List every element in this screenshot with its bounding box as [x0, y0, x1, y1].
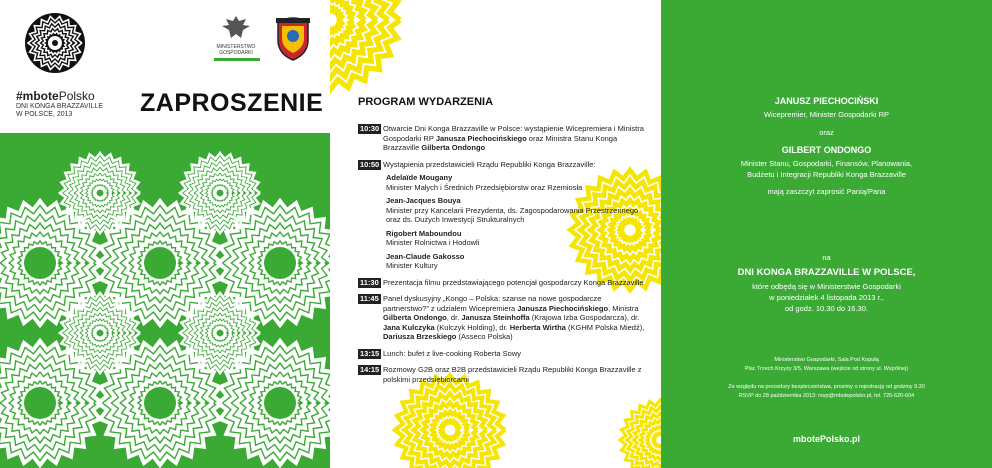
time-badge: 10:30 — [360, 124, 380, 133]
host2-name: GILBERT ONDONGO — [781, 145, 872, 155]
venue-line-2: w poniedziałek 4 listopada 2013 r., — [769, 293, 884, 302]
speaker-role: Minister Kultury — [386, 261, 438, 270]
program-item — [358, 365, 648, 384]
address-line-1: Ministerstwo Gospodarki, Sala Pod Kopułą — [774, 357, 879, 363]
program-item-text: Lunch: bufet z live-cooking Roberta Sowy — [383, 348, 521, 358]
coat-of-arms-icon — [272, 12, 314, 62]
and-text: oraz — [819, 128, 834, 137]
speaker-role: Minister Małych i Średnich Przedsiębiorstw oraz Rzemiosła — [386, 182, 583, 192]
program-item — [358, 160, 648, 271]
security-note: Ze względu na procedury bezpieczeństwa, prosimy o rejestrację od godziny 9.30 — [728, 384, 925, 390]
program-item-text: Prezentacja filmu przedstawiającego potencjał gospodarczy Konga Brazzaville — [383, 277, 644, 287]
venue-line-3: od godz. 10.30 do 16.30. — [785, 304, 868, 313]
mbote-logo-icon — [24, 12, 86, 74]
speaker-role: Minister Rolnictwa i Hodowli — [386, 238, 480, 247]
page-title: ZAPROSZENIE — [140, 89, 324, 117]
program-item — [358, 124, 648, 153]
na-text: na — [822, 253, 831, 262]
program-item-text: Otwarcie Dni Konga Brazzaville w Polsce: wystąpienie Wicepremiera i Ministra Gospodarki RP Janusza Piechocińskiego oraz Ministra Stanu Konga Brazzaville Gilberta Ondongo — [383, 124, 644, 152]
speaker-name: Adelaïde Mougany — [386, 173, 453, 182]
time-badge: 10:50 — [360, 159, 380, 169]
program-item — [358, 349, 648, 359]
invitation-panel — [661, 0, 992, 468]
program-item-text: Wystąpienia przedstawicieli Rządu Republiki Konga Brazzaville: — [383, 159, 596, 169]
website-link[interactable]: mbotePolsko.pl — [792, 434, 860, 444]
time-badge: 14:15 — [360, 365, 380, 374]
ministry-accent-bar — [214, 58, 260, 61]
program-item — [358, 278, 648, 288]
address-line-2: Plac Trzech Krzyży 3/5, Warszawa (wejście od strony ul. Wspólnej) — [744, 366, 909, 372]
host1-name: JANUSZ PIECHOCIŃSKI — [774, 96, 879, 106]
speaker-name: Jean-Claude Gakosso — [386, 251, 465, 261]
time-badge: 11:45 — [360, 294, 379, 303]
speaker — [386, 196, 648, 225]
zigzag-pattern-icon — [0, 133, 330, 468]
host2-role-2: Budżetu i Integracji Republiki Konga Brazzaville — [747, 170, 906, 179]
program-item-text: Panel dyskusyjny „Kongo – Polska: szanse na nowe gospodarcze partnerstwo?” z udziałem Wicepremiera Janusza Piechocińskiego, Ministra Gilberta Ondongo, dr. Janusza Steinhoffa (Krajowa Izba Gospodarcza), dr. Jana Kulczyka (Kulczyk Holding), dr. Herberta Wirtha (KGHM Polska Miedź), Dariusza Brzeskiego (Asseco Polska) — [383, 294, 645, 341]
speaker-role: Minister przy Kancelarii Prezydenta, ds. Zagospodarowania Przestrzennego oraz ds. Dużych Inwestycji Strukturalnych — [386, 205, 639, 224]
host1-role: Wicepremier, Minister Gospodarki RP — [763, 110, 890, 119]
time-badge: 13:15 — [360, 348, 380, 358]
hashtag: #mbotePolsko — [16, 89, 95, 103]
speaker — [386, 252, 648, 271]
program-title: PROGRAM WYDARZENIA — [358, 96, 494, 108]
invite-line: mają zaszczyt zaprosić Panią/Pana — [767, 187, 886, 196]
program-list — [358, 124, 648, 391]
time-badge: 11:30 — [360, 277, 379, 287]
rsvp-note: RSVP do 28 października 2013: rsvp@mbotepolsko.pl, tel. 726-620-604 — [738, 393, 915, 399]
speaker-name: Rigobert Maboundou — [386, 228, 462, 238]
event-subtitle: DNI KONGA BRAZZAVILLE W POLSCE, 2013 — [16, 103, 104, 118]
eagle-emblem-icon — [216, 14, 256, 44]
speaker — [386, 173, 648, 192]
event-name: DNI KONGA BRAZZAVILLE W POLSCE, — [737, 267, 916, 278]
venue-line-1: które odbędą się w Ministerstwie Gospodarki — [752, 282, 901, 291]
speaker — [386, 229, 648, 248]
speaker-name: Jean-Jacques Bouya — [386, 196, 461, 205]
cover-panel — [0, 0, 330, 468]
pattern-block — [0, 133, 330, 468]
host2-role-1: Minister Stanu, Gospodarki, Finansów, Planowania, — [740, 159, 913, 168]
program-item-text: Rozmowy G2B oraz B2B przedstawicieli Rządu Republiki Konga Brazzaville z polskimi przedsiębiorcami — [383, 365, 642, 384]
ministry-label: MINISTERSTWO GOSPODARKI — [216, 44, 256, 56]
program-item — [358, 294, 648, 342]
